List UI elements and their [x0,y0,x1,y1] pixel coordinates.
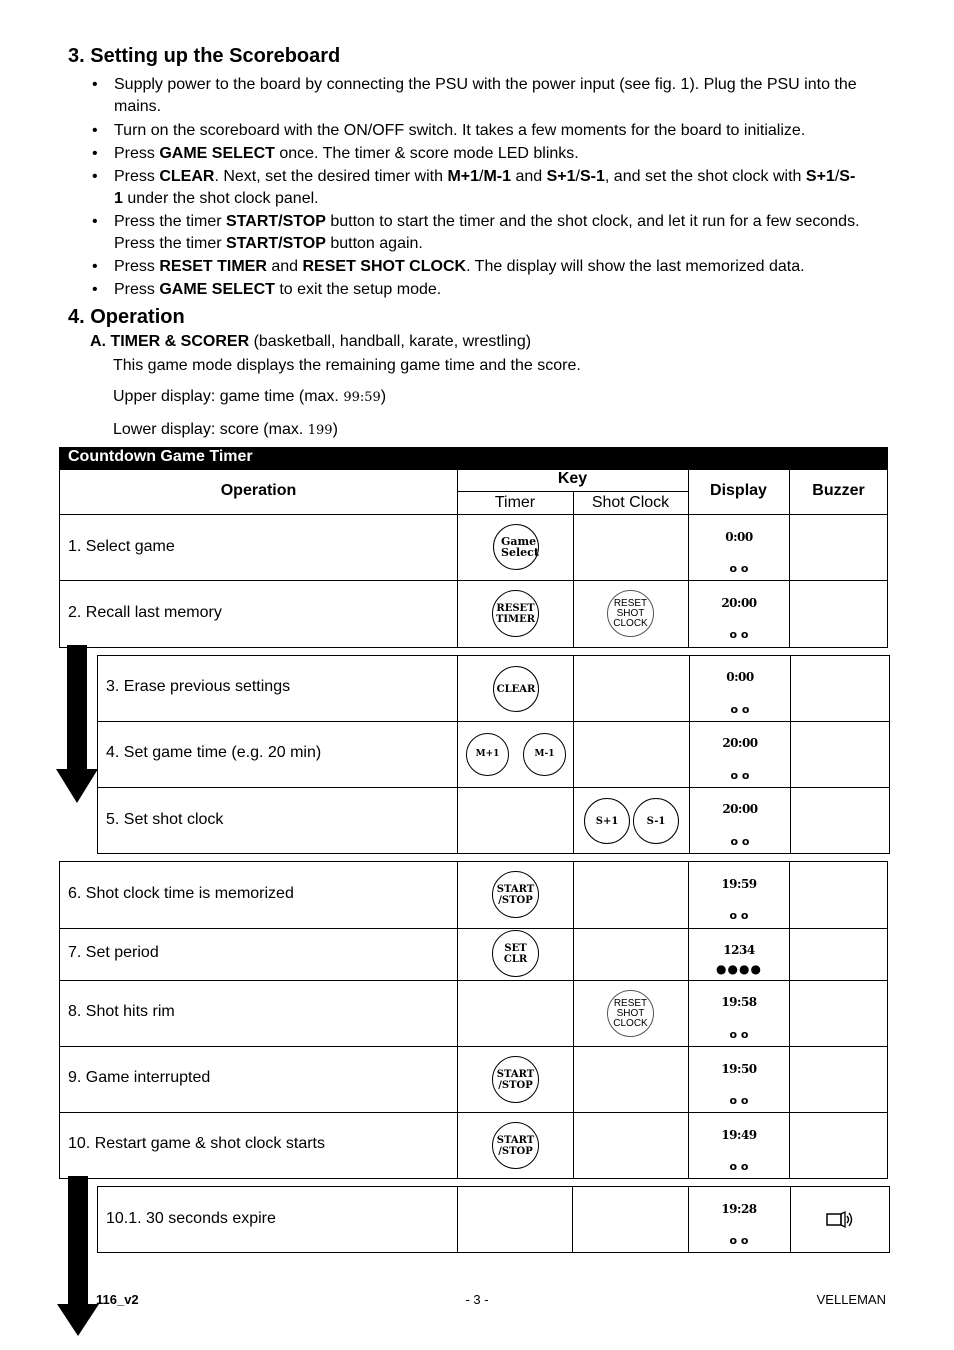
upper-display-max: 99:59 [343,390,381,405]
table-border [887,447,888,648]
table-border [60,1178,888,1179]
row-1-display-time: 0:00 [725,530,753,544]
table-border [59,447,60,648]
col-key-header: Key [557,470,588,487]
upper-display-suffix: ) [380,388,387,405]
section-3-heading: 3. Setting up the Scoreboard [68,45,341,67]
table-title: Countdown Game Timer [68,448,253,465]
table-border [889,655,890,854]
mode-sports: (basketball, handball, karate, wrestling) [249,333,532,350]
lower-display-prefix: Lower display: score (max. [113,421,308,438]
table-border [59,861,60,1179]
setup-step-4: • Press CLEAR. Next, set the desired timer with M+1/M-1 and S+1/S-1, and set the shot clock with S+1/S-1 under the shot clock panel. [88,166,863,210]
row-4-display-time: 20:00 [722,736,758,750]
setup-step-7: • Press GAME SELECT to exit the setup mode. [88,279,863,301]
minute-minus-button-icon [523,733,566,776]
lower-display-note [113,421,338,439]
row-9-operation: 9. Game interrupted [68,1069,211,1086]
setup-step-3: • Press GAME SELECT once. The timer & score mode LED blinks. [88,143,863,165]
table-border [689,655,690,854]
table-border [97,655,890,656]
start-stop-button-label: START /STOP [496,1134,535,1157]
setup-step-6: • Press RESET TIMER and RESET SHOT CLOCK. The display will show the last memorized data. [88,256,863,278]
row-10-display-score: o o [729,1160,749,1173]
table-border [457,655,458,854]
table-border [573,861,574,1179]
shot-plus-button-icon [584,798,630,844]
table-border [457,491,689,492]
table-border [97,787,890,788]
start-stop-button-label: START /STOP [496,883,535,906]
down-arrow-icon [57,1176,101,1338]
shot-plus-button-label: S+1 [595,815,619,827]
buzzer-speaker-icon [825,1209,855,1231]
table-border [60,1046,888,1047]
table-border [60,514,888,515]
row-7-display-period-leds: ●●●● [716,962,762,976]
row-5-display-score: o o [730,835,750,848]
table-border [60,1112,888,1113]
clear-button-label: CLEAR [496,683,536,695]
reset-timer-button-icon [492,590,539,637]
reset-shot-clock-button-icon [607,990,654,1037]
table-border [573,655,574,854]
row-2-display-time: 20:00 [721,596,757,610]
reset-shot-clock-button-label: RESET SHOT CLOCK [613,997,648,1029]
table-border [60,980,888,981]
table-border [790,1186,791,1253]
reset-shot-clock-button-icon [607,590,654,637]
table-border [97,1252,890,1253]
table-border [60,861,888,862]
footer-brand: VELLEMAN [816,1292,886,1307]
row-3-operation: 3. Erase previous settings [106,678,291,695]
table-border [97,1186,890,1187]
section-4-heading: 4. Operation [68,306,185,328]
row-5-operation: 5. Set shot clock [106,811,224,828]
table-border [887,861,888,1179]
table-border [572,1186,573,1253]
table-border [457,1186,458,1253]
row-8-display-score: o o [729,1028,749,1041]
game-select-button-label: Game Select [501,535,539,559]
set-clr-button-icon [492,930,539,977]
row-4-display-score: o o [730,769,750,782]
table-border [457,861,458,1179]
col-operation-header: Operation [220,482,297,499]
col-display-header: Display [710,482,767,499]
table-border [97,721,890,722]
table-title-bar [60,447,888,470]
row-7-display-period: 1234 [723,943,755,957]
row-9-display-score: o o [729,1094,749,1107]
row-6-operation: 6. Shot clock time is memorized [68,885,294,902]
lower-display-suffix: ) [332,421,338,438]
minute-plus-button-icon [466,733,509,776]
mode-name: A. TIMER & SCORER [90,333,250,350]
upper-display-prefix: Upper display: game time (max. [113,388,344,405]
row-1-operation: 1. Select game [68,538,175,555]
start-stop-button-icon [492,1056,539,1103]
reset-timer-button-label: RESET TIMER [495,602,536,625]
game-select-button-icon [493,524,539,570]
row-10-display-time: 19:49 [721,1128,757,1142]
lower-display-max: 199 [307,423,333,438]
mode-description: This game mode displays the remaining game time and the score. [113,357,581,374]
row-3-display-time: 0:00 [726,670,754,684]
table-border [573,492,574,648]
row-6-display-score: o o [729,909,749,922]
table-border [789,861,790,1179]
row-10-operation: 10. Restart game & shot clock starts [68,1135,325,1152]
row-1-display-score: o o [729,562,749,575]
table-border [97,853,890,854]
clear-button-icon [493,666,539,712]
minute-plus-button-label: M+1 [475,749,500,759]
shot-minus-button-label: S-1 [646,815,666,827]
setup-step-1: • Supply power to the board by connecting the PSU with the power input (see fig. 1). Plug the PSU into the mains. [88,74,863,118]
start-stop-button-icon [492,1122,539,1169]
table-border [790,655,791,854]
start-stop-button-icon [492,871,539,918]
row-5-display-time: 20:00 [722,802,758,816]
set-clr-button-label: SET CLR [503,942,528,965]
table-border [97,655,98,854]
footer-doc-code: 116_v2 [96,1292,139,1307]
down-arrow-icon [56,645,100,805]
col-shot-clock-header: Shot Clock [591,494,670,511]
row-3-display-score: o o [730,703,750,716]
row-7-operation: 7. Set period [68,944,159,961]
row-10-1-operation: 10.1. 30 seconds expire [106,1210,276,1227]
reset-shot-clock-button-label: RESET SHOT CLOCK [613,597,648,629]
row-8-operation: 8. Shot hits rim [68,1003,175,1020]
row-6-display-time: 19:59 [721,877,757,891]
table-border [97,1186,98,1253]
start-stop-button-label: START /STOP [496,1068,535,1091]
setup-step-5: • Press the timer START/STOP button to start the timer and the shot clock, and let it run for a few seconds. Press the timer START/STOP button again. [88,211,863,255]
row-10-1-display-time: 19:28 [721,1202,757,1216]
table-border [60,580,888,581]
table-border [889,1186,890,1253]
upper-display-note [113,388,386,406]
row-2-operation: 2. Recall last memory [68,604,222,621]
footer-page-number: - 3 - [465,1292,489,1307]
col-buzzer-header: Buzzer [812,482,865,499]
setup-steps-list [88,74,863,301]
row-2-display-score: o o [729,628,749,641]
mode-heading [90,333,531,351]
row-9-display-time: 19:50 [721,1062,757,1076]
shot-minus-button-icon [633,798,679,844]
table-border [60,647,888,648]
row-10-1-display-score: o o [729,1234,749,1247]
col-timer-header: Timer [494,494,536,511]
setup-step-2: • Turn on the scoreboard with the ON/OFF switch. It takes a few moments for the board to initialize. [88,120,863,142]
table-border [60,928,888,929]
row-8-display-time: 19:58 [721,995,757,1009]
row-4-operation: 4. Set game time (e.g. 20 min) [106,744,322,761]
minute-minus-button-label: M-1 [534,749,555,759]
